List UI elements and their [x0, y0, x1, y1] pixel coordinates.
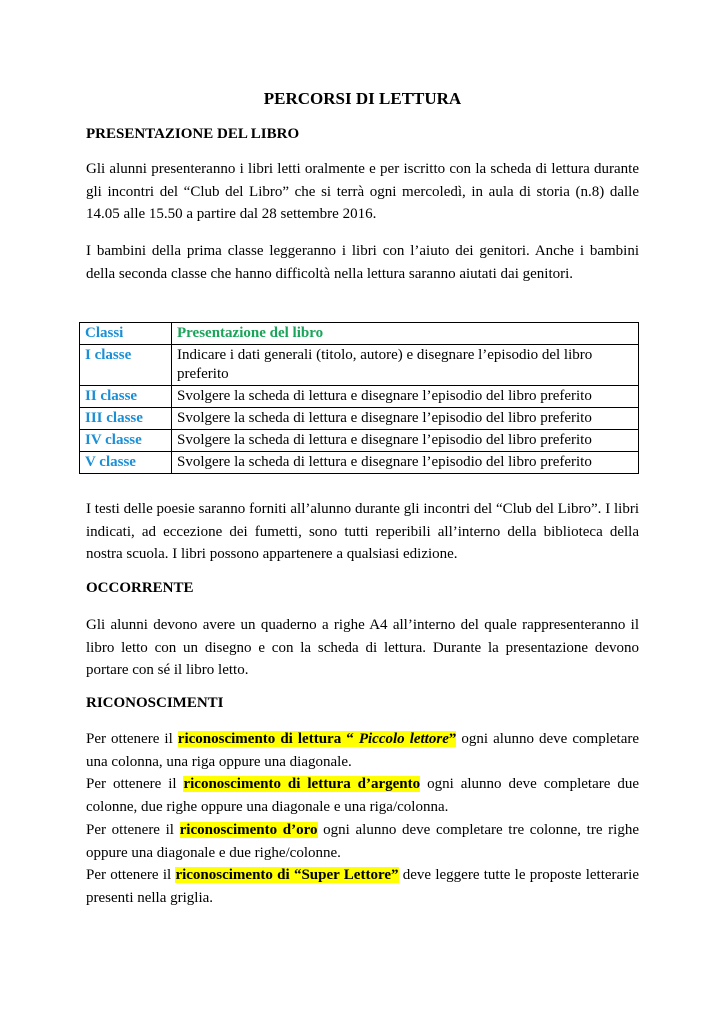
table-cell-classe: IV classe [80, 430, 172, 452]
paragraph-bambini: I bambini della prima classe leggeranno i libri con l’aiuto dei genitori. Anche i bambini della seconda classe che hanno difficoltà nella lettura saranno aiutati dai genitori. [86, 243, 639, 282]
table-cell-classe: III classe [80, 408, 172, 430]
heading-riconoscimenti: RICONOSCIMENTI [86, 695, 224, 711]
riconoscimento-super-lettore [86, 864, 639, 909]
table-row [80, 345, 639, 386]
table-cell-classe: I classe [80, 345, 172, 386]
table-cell-testo: Indicare i dati generali (titolo, autore) e disegnare l’episodio del libro preferito [172, 345, 639, 386]
text-pre: Per ottenere il [86, 776, 184, 792]
highlight-text-a: riconoscimento di lettura “ [177, 731, 359, 747]
highlight-text-italic: Piccolo lettore [358, 731, 449, 747]
table-row [80, 452, 639, 474]
table-row [80, 408, 639, 430]
table-cell-testo: Svolgere la scheda di lettura e disegnare l’episodio del libro preferito [172, 430, 639, 452]
table-row [80, 430, 639, 452]
paragraph-testi: I testi delle poesie saranno forniti all’alunno durante gli incontri del “Club del Libro”. I libri indicati, ad eccezione dei fumetti, sono tutti reperibili all’interno della biblioteca della nostra scuola. I libri possono appartenere a qualsiasi edizione. [86, 501, 639, 562]
highlight-riconoscimento: riconoscimento di “Super Lettore” [175, 867, 399, 883]
text-post: ogni alunno deve completare tre colonne, tre righe oppure una diagonale e due righe/colonne. [86, 822, 639, 861]
table-cell-testo: Svolgere la scheda di lettura e disegnare l’episodio del libro preferito [172, 386, 639, 408]
paragraph-occorrente: Gli alunni devono avere un quaderno a righe A4 all’interno del quale rappresenteranno il libro letto con un disegno e con la scheda di lettura. Durante la presentazione devono portare con sé il libro letto. [86, 617, 639, 678]
text-post: ogni alunno deve completare una colonna, una riga oppure una diagonale. [86, 731, 640, 770]
riconoscimento-piccolo-lettore [86, 728, 639, 773]
table-cell-classe: V classe [80, 452, 172, 474]
table-header-classi: Classi [80, 323, 172, 345]
text-pre: Per ottenere il [86, 822, 180, 838]
table-header-row [80, 323, 639, 345]
highlight-text-c: ” [448, 731, 457, 747]
text-post: ogni alunno deve completare due colonne, due righe oppure una diagonale e una riga/colonna. [86, 776, 639, 815]
table-cell-testo: Svolgere la scheda di lettura e disegnare l’episodio del libro preferito [172, 408, 639, 430]
text-pre: Per ottenere il [86, 867, 176, 883]
table-row [80, 386, 639, 408]
text-post: deve leggere tutte le proposte letterarie presenti nella griglia. [86, 867, 639, 906]
text-pre: Per ottenere il [86, 731, 178, 747]
page-title: PERCORSI DI LETTURA [263, 89, 462, 108]
heading-occorrente: OCCORRENTE [86, 580, 194, 596]
highlight-riconoscimento: riconoscimento di lettura d’argento [183, 776, 421, 792]
classes-table [79, 322, 639, 474]
highlight-riconoscimento [178, 731, 457, 747]
highlight-riconoscimento: riconoscimento d’oro [179, 822, 318, 838]
heading-presentazione: PRESENTAZIONE DEL LIBRO [86, 126, 300, 142]
table-cell-classe: II classe [80, 386, 172, 408]
paragraph-intro: Gli alunni presenteranno i libri letti oralmente e per iscritto con la scheda di lettura durante gli incontri del “Club del Libro” che si terrà ogni mercoledì, in aula di storia (n.8) dalle 14.05 alle 15.50 a partire dal 28 settembre 2016. [86, 161, 639, 222]
riconoscimento-oro [86, 819, 639, 864]
table-header-presentazione: Presentazione del libro [172, 323, 639, 345]
riconoscimento-argento [86, 773, 639, 818]
table-cell-testo: Svolgere la scheda di lettura e disegnare l’episodio del libro preferito [172, 452, 639, 474]
